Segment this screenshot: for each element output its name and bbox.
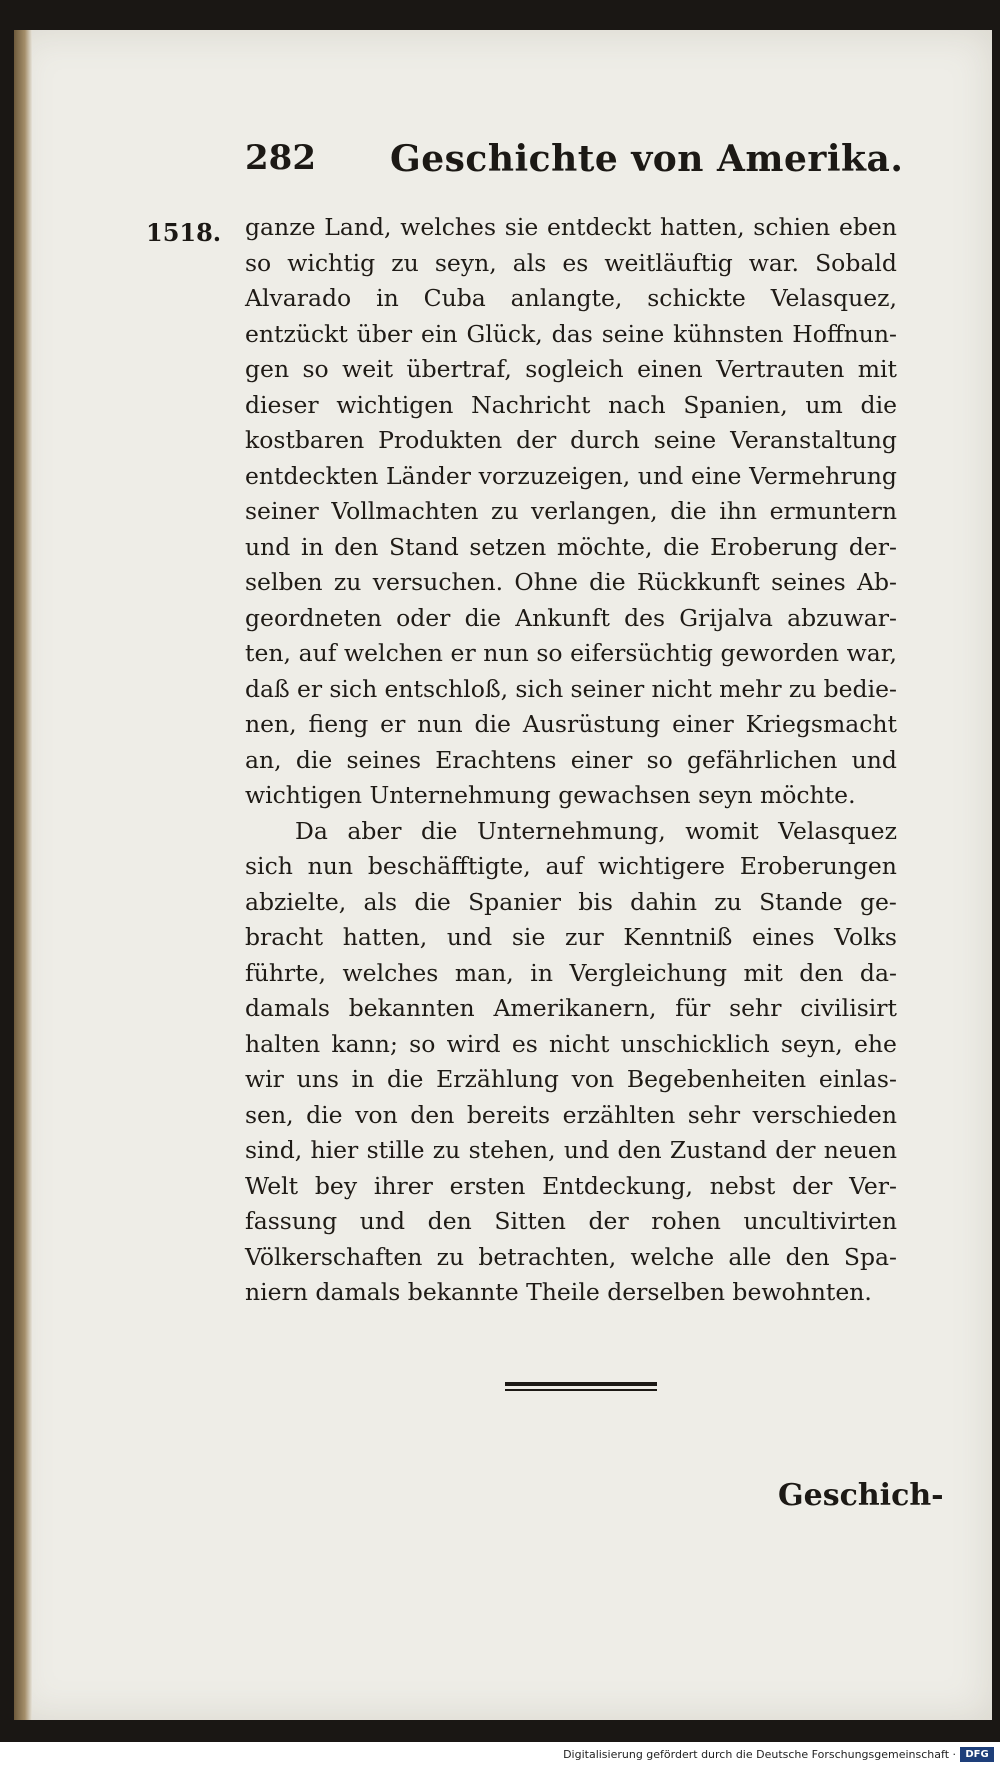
text-line (245, 423, 897, 459)
word: von (355, 1100, 398, 1129)
word: ge- (859, 887, 897, 916)
text-line (245, 246, 897, 282)
text-line (245, 920, 897, 956)
word: versuchen. (372, 568, 504, 596)
footer-strip (0, 1742, 1000, 1771)
word: nen, (245, 710, 297, 738)
word: wichtigen (336, 390, 454, 419)
word: eben (838, 213, 897, 241)
text-line (245, 991, 897, 1027)
word: Länder (386, 461, 471, 490)
word: schien (753, 213, 831, 241)
word: Stand (389, 532, 459, 561)
text-line (245, 849, 897, 885)
word: daß (245, 674, 290, 703)
word: uncultivirten (743, 1207, 897, 1235)
word: sie (504, 213, 539, 241)
word: Ohne (514, 568, 578, 596)
word: den (785, 1242, 830, 1271)
word: nicht (651, 674, 712, 703)
text-line: niern damals bekannte Theile derselben bewohnten. (245, 1278, 872, 1306)
word: seines (771, 568, 846, 596)
text-line (245, 388, 897, 424)
word: sie (511, 923, 546, 951)
word: kostbaren (245, 426, 365, 454)
word: über (356, 319, 413, 348)
word: Spanien, (683, 390, 788, 419)
word: ihrer (373, 1171, 433, 1200)
word: Hoffnun- (792, 319, 897, 348)
word: die (860, 390, 897, 419)
word: Ausrüstung (522, 710, 661, 738)
word: ermuntern (769, 497, 897, 525)
word: Vertrauten (716, 355, 845, 383)
word: kühnsten (673, 319, 784, 348)
text-line (245, 1204, 897, 1240)
word: Begebenheiten (626, 1065, 807, 1093)
word: hatten, (660, 213, 745, 241)
word: civilisirt (800, 994, 897, 1022)
word: Kenntniß (623, 923, 733, 951)
word: der (775, 1136, 816, 1164)
word: Entdeckung, (542, 1171, 693, 1200)
word: sich (245, 852, 293, 880)
word: so (646, 745, 673, 774)
word: entzückt (245, 319, 348, 348)
word: verschieden (752, 1100, 897, 1129)
word: in (376, 284, 399, 312)
word: war. (748, 248, 800, 277)
word: die (414, 887, 451, 916)
word: Sitten (494, 1207, 566, 1235)
text-line (245, 743, 897, 779)
word: war, (846, 639, 897, 667)
word: übertraf, (406, 355, 512, 383)
word: unschicklich (620, 1029, 770, 1058)
word: welche (630, 1242, 715, 1271)
section-divider-rule (505, 1382, 657, 1392)
divider-thin-line (505, 1389, 657, 1391)
word: wichtig (287, 248, 376, 277)
word: mit (857, 355, 897, 383)
word: sen, (245, 1100, 294, 1129)
word: ihn (719, 497, 758, 525)
word: hier (310, 1136, 359, 1164)
word: für (675, 994, 711, 1022)
word: einen (637, 355, 703, 383)
word: wichtigere (598, 852, 726, 880)
word: die (474, 710, 511, 738)
text-line (245, 707, 897, 743)
word: eine (690, 461, 742, 490)
word: man, (454, 958, 514, 987)
word: Amerikanern, (493, 994, 657, 1022)
word: geworden (720, 639, 840, 667)
word: Grijalva (679, 603, 773, 632)
word: bekannten (348, 994, 475, 1022)
word: zur (565, 923, 604, 951)
word: den (410, 1100, 455, 1129)
word: und (245, 532, 291, 561)
word: hatten, (342, 923, 428, 951)
word: Vollmachten (331, 497, 479, 525)
word: seyn, (434, 248, 497, 277)
digitization-credit: Digitalisierung gefördert durch die Deutsche Forschungsgemeinschaft · (563, 1748, 956, 1761)
word: dieser (245, 390, 319, 419)
word: Produkten (378, 426, 503, 454)
word: Alvarado (245, 284, 352, 312)
word: welches (400, 213, 497, 241)
word: so (409, 1029, 436, 1058)
word: dahin (630, 887, 698, 916)
divider-thick-line (505, 1382, 657, 1386)
text-line (245, 1062, 897, 1098)
word: des (624, 603, 666, 632)
word: Vermehrung (749, 461, 897, 490)
word: stehen, (468, 1136, 556, 1164)
word: in (300, 532, 324, 561)
word: weitläuftig (604, 248, 733, 277)
word: setzen (469, 532, 547, 561)
word: so (245, 248, 272, 277)
word: Erachtens (435, 745, 557, 774)
word: er (380, 710, 406, 738)
word: so (302, 355, 329, 383)
word: nebst (709, 1171, 776, 1200)
word: womit (685, 816, 759, 845)
text-line (245, 1240, 897, 1276)
word: abzuwar- (787, 603, 897, 632)
text-line (245, 459, 897, 495)
text-line (245, 1098, 897, 1134)
word: den (427, 1207, 472, 1235)
word: zu (391, 248, 419, 277)
word: welchen (344, 639, 443, 667)
word: bedie- (823, 674, 897, 703)
word: wird (446, 1029, 501, 1058)
word: Eroberung (710, 532, 839, 561)
word: einer (672, 710, 734, 738)
margin-year-note: 1518. (146, 218, 222, 247)
word: sogleich (525, 355, 624, 383)
word: führte, (245, 958, 327, 987)
word: zu (788, 674, 817, 703)
text-line (245, 601, 897, 637)
word: Sobald (815, 248, 897, 277)
word: Welt (245, 1171, 299, 1200)
word: bey (314, 1171, 358, 1200)
word: aber (347, 816, 402, 845)
word: Spa- (843, 1242, 897, 1271)
word: Velasquez (778, 816, 897, 845)
word: in (530, 958, 553, 987)
word: er (450, 639, 476, 667)
word: welches (342, 958, 439, 987)
text-line (245, 352, 897, 388)
word: um (805, 390, 843, 419)
word: und (851, 745, 897, 774)
text-line (245, 494, 897, 530)
word: uns (296, 1065, 339, 1093)
word: eifersüchtig (570, 639, 713, 667)
word: damals (245, 994, 330, 1022)
word: sich (515, 674, 564, 703)
word: fieng (308, 710, 369, 738)
word: die (421, 816, 458, 845)
word: Vergleichung (569, 958, 728, 987)
word: als (512, 248, 547, 277)
word: nach (608, 390, 666, 419)
word: Land, (324, 213, 392, 241)
word: zu (432, 1136, 461, 1164)
word: abzielte, (245, 887, 347, 916)
word: entdeckt (546, 213, 652, 241)
word: seine (601, 319, 665, 348)
word: Eroberungen (739, 852, 897, 880)
word: den (617, 1136, 662, 1164)
word: Glück, (466, 319, 543, 348)
text-line (245, 636, 897, 672)
word: das (551, 319, 593, 348)
word: entdeckten (245, 461, 379, 490)
body-text (245, 210, 897, 1311)
word: der (516, 426, 557, 454)
word: ehe (853, 1029, 897, 1058)
word: fassung (245, 1207, 338, 1235)
word: seiner (570, 674, 645, 703)
word: so (536, 639, 563, 667)
word: die (589, 568, 626, 596)
dfg-logo: DFG (960, 1747, 994, 1762)
word: und (359, 1207, 406, 1235)
word: eines (751, 923, 815, 951)
word: Volks (834, 923, 897, 951)
word: gen (245, 355, 290, 383)
word: Ver- (849, 1171, 897, 1200)
word: die (306, 1100, 343, 1129)
word: seyn, (780, 1029, 843, 1058)
word: selben (245, 568, 323, 596)
word: ten, (245, 639, 291, 667)
word: Stande (759, 887, 843, 916)
word: da- (859, 958, 897, 987)
word: alle (728, 1242, 772, 1271)
word: Da (295, 816, 328, 845)
word: bracht (245, 923, 324, 951)
word: die (663, 532, 700, 561)
running-title: Geschichte von Amerika. (390, 138, 904, 180)
word: sehr (729, 994, 782, 1022)
word: ganze (245, 213, 316, 241)
word: es (562, 248, 589, 277)
word: von (571, 1065, 615, 1093)
text-line (245, 281, 897, 317)
text-line (245, 885, 897, 921)
text-line (245, 1133, 897, 1169)
word: neuen (823, 1136, 897, 1164)
word: schickte (647, 284, 746, 312)
word: nun (417, 710, 463, 738)
word: die (464, 603, 502, 632)
word: Spanier (468, 887, 562, 916)
word: sind, (245, 1136, 303, 1164)
word: mit (743, 958, 783, 987)
text-line (245, 1169, 897, 1205)
word: nicht (549, 1029, 610, 1058)
word: und (446, 923, 493, 951)
word: stille (366, 1136, 425, 1164)
word: Nachricht (471, 390, 591, 419)
page-number: 282 (245, 138, 316, 178)
word: seines (346, 745, 422, 774)
text-line (245, 565, 897, 601)
word: mehr (719, 674, 782, 703)
word: auf (545, 852, 584, 880)
word: der- (848, 532, 897, 561)
word: betrachten, (478, 1242, 617, 1271)
word: auf (298, 639, 337, 667)
word: Kriegsmacht (745, 710, 897, 738)
word: Völkerschaften (245, 1242, 423, 1271)
word: es (511, 1029, 538, 1058)
word: halten (245, 1029, 321, 1058)
word: den (799, 958, 844, 987)
word: bis (578, 887, 613, 916)
text-line (245, 530, 897, 566)
word: Rückkunft (636, 568, 760, 596)
page-header (0, 138, 1000, 188)
word: an, (245, 745, 282, 774)
word: Velasquez, (770, 284, 897, 312)
word: entschloß, (384, 674, 509, 703)
word: in (351, 1065, 375, 1093)
word: Unternehmung, (476, 816, 666, 845)
text-line (245, 1027, 897, 1063)
text-line (245, 672, 897, 708)
word: der (792, 1171, 833, 1200)
word: die (386, 1065, 424, 1093)
text-line: wichtigen Unternehmung gewachsen seyn möchte. (245, 781, 856, 809)
word: anlangte, (510, 284, 623, 312)
word: zu (333, 568, 362, 596)
word: er (296, 674, 323, 703)
word: einer (570, 745, 633, 774)
word: als (363, 887, 398, 916)
word: wir (245, 1065, 284, 1093)
word: vorzuzeigen, (478, 461, 631, 490)
catchword: Geschich- (778, 1478, 944, 1513)
text-line (245, 814, 897, 850)
word: ersten (449, 1171, 526, 1200)
word: die (670, 497, 707, 525)
word: Zustand (669, 1136, 768, 1164)
word: der (588, 1207, 629, 1235)
word: zu (714, 887, 742, 916)
word: weit (342, 355, 394, 383)
word: rohen (651, 1207, 721, 1235)
word: die (295, 745, 333, 774)
word: und (563, 1136, 610, 1164)
word: nun (483, 639, 529, 667)
word: Erzählung (436, 1065, 559, 1093)
word: möchte, (556, 532, 653, 561)
word: zu (436, 1242, 465, 1271)
text-line (245, 210, 897, 246)
word: Veranstaltung (730, 426, 897, 454)
word: gefährlichen (686, 745, 838, 774)
word: sich (329, 674, 378, 703)
text-line (245, 317, 897, 353)
word: erzählten (562, 1100, 676, 1129)
word: oder (396, 603, 451, 632)
word: und (637, 461, 684, 490)
word: beschäfftigte, (367, 852, 531, 880)
word: durch (570, 426, 640, 454)
word: Cuba (423, 284, 486, 312)
word: seine (653, 426, 717, 454)
word: den (334, 532, 379, 561)
word: Ab- (857, 568, 897, 596)
word: Ankunft (515, 603, 610, 632)
word: kann; (331, 1029, 398, 1058)
word: ein (421, 319, 458, 348)
word: nun (307, 852, 354, 880)
word: verlangen, (531, 497, 658, 525)
text-line (245, 956, 897, 992)
word: bereits (466, 1100, 551, 1129)
page-edge (14, 30, 32, 1720)
word: geordneten (245, 603, 382, 632)
word: zu (490, 497, 519, 525)
word: seiner (245, 497, 319, 525)
word: sehr (687, 1100, 741, 1129)
word: einlas- (818, 1065, 897, 1093)
